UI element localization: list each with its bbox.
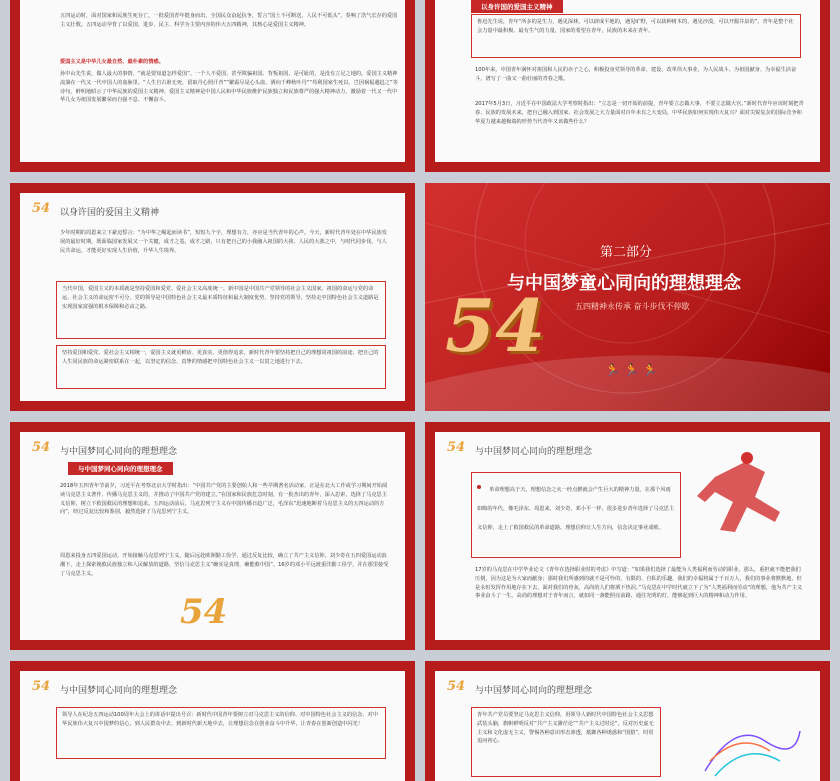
slide-2-content [435, 0, 820, 162]
slide-2-paragraph-3: 2017年5月3日，习近平在中国政法大学考察时指出：“立志是一切开始的前提，青年要立志做大事，不要立志做大官。”新时代青年应该时刻把青春、民族的发展未来，把自己融入到国家、社会发展之大力量面对百年未有之大变局，中华民族如何实现伟大复兴？面对尖锐复杂的国际竞争和华夏力越来越极端的形势当代青年又该做些什么？ [475, 101, 804, 125]
slide-2-section-tag: 以身许国的爱国主义精神 [471, 0, 563, 13]
slide-4-part-label: 第二部分 [600, 245, 653, 260]
slide-4-subtitle: 五四精神永传承 奋斗步伐不停歇 [575, 302, 690, 311]
slide-7-title: 与中国梦同心同向的理想理念 [60, 686, 178, 696]
slide-6-title: 与中国梦同心同向的理想理念 [475, 447, 593, 457]
slide-3-title: 以身许国的爱国主义精神 [60, 208, 160, 218]
slide-5-gold-54: 54 [180, 592, 228, 632]
slide-7-paragraph-1: 领导人在纪念五四运动100周年大会上的讲话中提出号召：新时代中国青年要树立对马克思主义的信仰、对中国特色社会主义的信念、对中华民族伟大复兴中国梦的信心，到人民群众中去、到新时代新天地中去，让理想信念在创业奋斗中升华，让青春在创新创造中闪光！ [62, 712, 378, 727]
slide-8-content [435, 671, 820, 781]
slide-5-content [20, 432, 405, 640]
slide-8-title: 与中国梦同心同向的理想理念 [475, 686, 593, 696]
slide-5-section-tag: 与中国梦同心同向的理想理念 [68, 462, 173, 475]
slide-2-paragraph-1: 鲁迅先生说，青年“所多的是生力，遇见深林，可以辟成平地的，遇见旷野，可以栽种树木的，遇见沙漠，可以开掘井泉的”。青年是整个社会力量中最积极、最有生气的力量，国家的希望在青年，民族的未来在青年。 [477, 19, 794, 34]
logo-54-icon: 54 [447, 679, 466, 694]
sketch-runner-icon [685, 701, 805, 781]
slide-5-paragraph-2: 周恩来投身五四爱国运动，开始接触马克思列宁主义，随后远赴欧洲勤工俭学，通过反复比较，确立了共产主义信仰。刘少奇在五四爱国运动浪潮下，走上探索挽救民族独立和人民解放的道路，坚信马克思主义“确实是真理，确能救中国”。16岁的邓小平远渡重洋勤工俭学，并在那里接受了马克思主义。 [60, 553, 389, 577]
slide-6-bullet-box [471, 472, 681, 558]
slide-3[interactable] [10, 183, 415, 411]
slide-6-bullet-text: 革命理想高于天，理想信念之火一经点燃就会产生巨大的精神力量。在那个风雨如晦的年代，像毛泽东、周恩来、刘少奇、邓小平一样，很多进步青年选择了马克思主义信仰，走上了救国救民的革命道路。理想信仰让人生方向，信念决定事业成败。 [477, 487, 675, 531]
slide-3-box-1 [56, 281, 386, 339]
slide-7-content [20, 671, 405, 781]
slide-2[interactable] [425, 0, 830, 172]
bullet-icon [477, 485, 481, 489]
slide-4[interactable] [425, 183, 830, 411]
slide-7-box [56, 707, 386, 759]
logo-54-icon: 54 [32, 679, 51, 694]
slide-3-paragraph-2: 当代中国，爱国主义的本质就是坚持爱国和爱党、爱社会主义高度统一。新中国是中国共产党领导的社会主义国家，祖国的命运与党的命运、社会主义的命运密不可分。党的领导是中国特色社会主义最本质特征和最大制度优势，坚持党的领导，坚持走中国特色社会主义道路是实现国家富强的根本保障和必由之路。 [62, 286, 379, 310]
slide-3-box-2 [56, 345, 386, 389]
slide-6-content [435, 432, 820, 640]
slide-2-quote-box [471, 14, 801, 58]
slide-5-paragraph-1: 2018年五四青年节前夕，习近平在考察北京大学时指出：“中国共产党的主要创始人和一些早期著名活动家，正是在北大工作或学习期间开始阅读马克思主义著作、传播马克思主义的，并推动了中国共产党的建立。”在国家和民族危急时刻，有一批杰出的青年，深入思索，选择了马克思主义信仰，树立下救国救民的理想和追求。五四运动前后，马克思列宁主义在中国传播日趋广泛，毛泽东“迅速地断着马克思主义的五四运动的方向”，经过反复比较和鉴别，毅然选择了马克思列宁主义。 [60, 483, 388, 516]
runner-figure-icon [685, 452, 805, 552]
slide-3-paragraph-3: 坚持爱国和爱党、爱社会主义相统一，爱国主义就更鲜活、更真实、更值得追求。新时代青年要坚持把自己的理想同祖国的前途、把自己的人生同民族的命运紧密联系在一起，以坚定的信念、真挚的情感把中国特色社会主义一以贯之地进行下去。 [62, 350, 379, 365]
slide-8-box [471, 707, 661, 777]
slide-8[interactable] [425, 661, 830, 781]
slide-8-paragraph-1: 青年共产党员要坚定马克思主义信仰，用领导人新时代中国特色社会主义思想武装头脑，旗帜鲜明反对“共产主义渺茫论”“共产主义过时论”，反对历史虚无主义和文化虚无主义，警惕各种意识形态渗透，抵御各种诱惑和“围猎”，时常追问初心。 [477, 712, 654, 745]
slide-1[interactable] [10, 0, 415, 172]
slide-3-paragraph-1: 少年时期的周恩来立下豪迈誓言：“为中华之崛起而读书”，短短九个字，理想有力，亦应是当代青年的心声。今天，新时代青年处在中华民族发展的最好时期，既面临国家发展又一个关键，成才之基，成才之路，只有把自己的小我融入祖国的大我、人民的大我之中，与时代同步伐，与人民共命运，才能更好实现人生价值，升华人生境界。 [60, 230, 388, 254]
logo-54-icon: 54 [32, 201, 51, 216]
runners-silhouette-icon: 🏃🏃🏃 [605, 363, 662, 377]
slide-1-content [20, 0, 405, 162]
slide-1-paragraph-2: 孙中山先生说，做人最大的事情，“就是要知道怎样爱国”。一个人不爱国，甚至欺骗祖国、背叛祖国，是可耻的，是没有立足之地的。爱国主义精神流淌在一代又一代中国人的血脉里。“人生自古谁无死，留取丹心照汗青”“繁霜尽是心头血，洒向千峰秋叶丹”“苟利国家生死以，岂因祸福避趋之”等诗句，鲜明地昭示了中华民族的爱国主义精神。爱国主义精神是中国人民和中华民族维护民族独立和民族尊严的强大精神动力，激励着一代又一代中华儿女为祖国发展繁荣而自强不息、不懈奋斗。 [60, 71, 398, 104]
slide-5[interactable] [10, 422, 415, 650]
slide-4-title: 与中国梦童心同向的理想理念 [507, 273, 741, 294]
slide-6[interactable] [425, 422, 830, 650]
slide-5-title: 与中国梦同心同向的理想理念 [60, 447, 178, 457]
slide-2-paragraph-2: 100年来，中国青年满怀对祖国和人民的赤子之心，积极投身党领导的革命、建设、改革伟大事业，为人民战斗、为祖国献身、为幸福生活奋斗，谱写了一曲又一曲壮丽的青春之歌。 [475, 67, 797, 82]
slide-6-paragraph-2: 17岁的马克思在中学毕业论文《青年在选择职业时的考虑》中写道：“如果我们选择了最能为人类福利而劳动的职业，那么，重担就不能把我们压倒，因为这是为大家而献身；那时我们所感到的就不是可怜的、有限的、自私的乐趣，我们的幸福将属于千百万人，我们的事业将默默地、但是永恒发挥作用地存在下去，面对我们的骨灰，高尚的人们将洒下热泪。”马克思在中学时代就立下了为“人类福利而劳动”的理想，他为共产主义事业奋斗了一生。高尚的理想对于青年而言，就如同一盏能照亮前路、通往光明的灯，能够起到巨大的精神和动力作用。 [475, 567, 803, 600]
logo-54-icon: 54 [447, 440, 466, 455]
slide-7[interactable] [10, 661, 415, 781]
logo-54-icon: 54 [32, 440, 51, 455]
slide-4-big-54: 54 [445, 283, 546, 368]
slide-1-heading: 爱国主义是中华儿女最自然、最朴素的情感。 [60, 59, 164, 65]
slide-3-content [20, 193, 405, 401]
slide-1-paragraph-1: 五四运动时，面对国家和民族生死存亡，一批爱国青年挺身而出，全国民众奋起抗争，誓言“国土不可断送，人民不可低头”，奏响了浩气长存的爱国主义壮歌。五四运动孕育了以爱国、进步、民主、科学为主要内容的伟大五四精神，其核心是爱国主义精神。 [60, 13, 398, 28]
